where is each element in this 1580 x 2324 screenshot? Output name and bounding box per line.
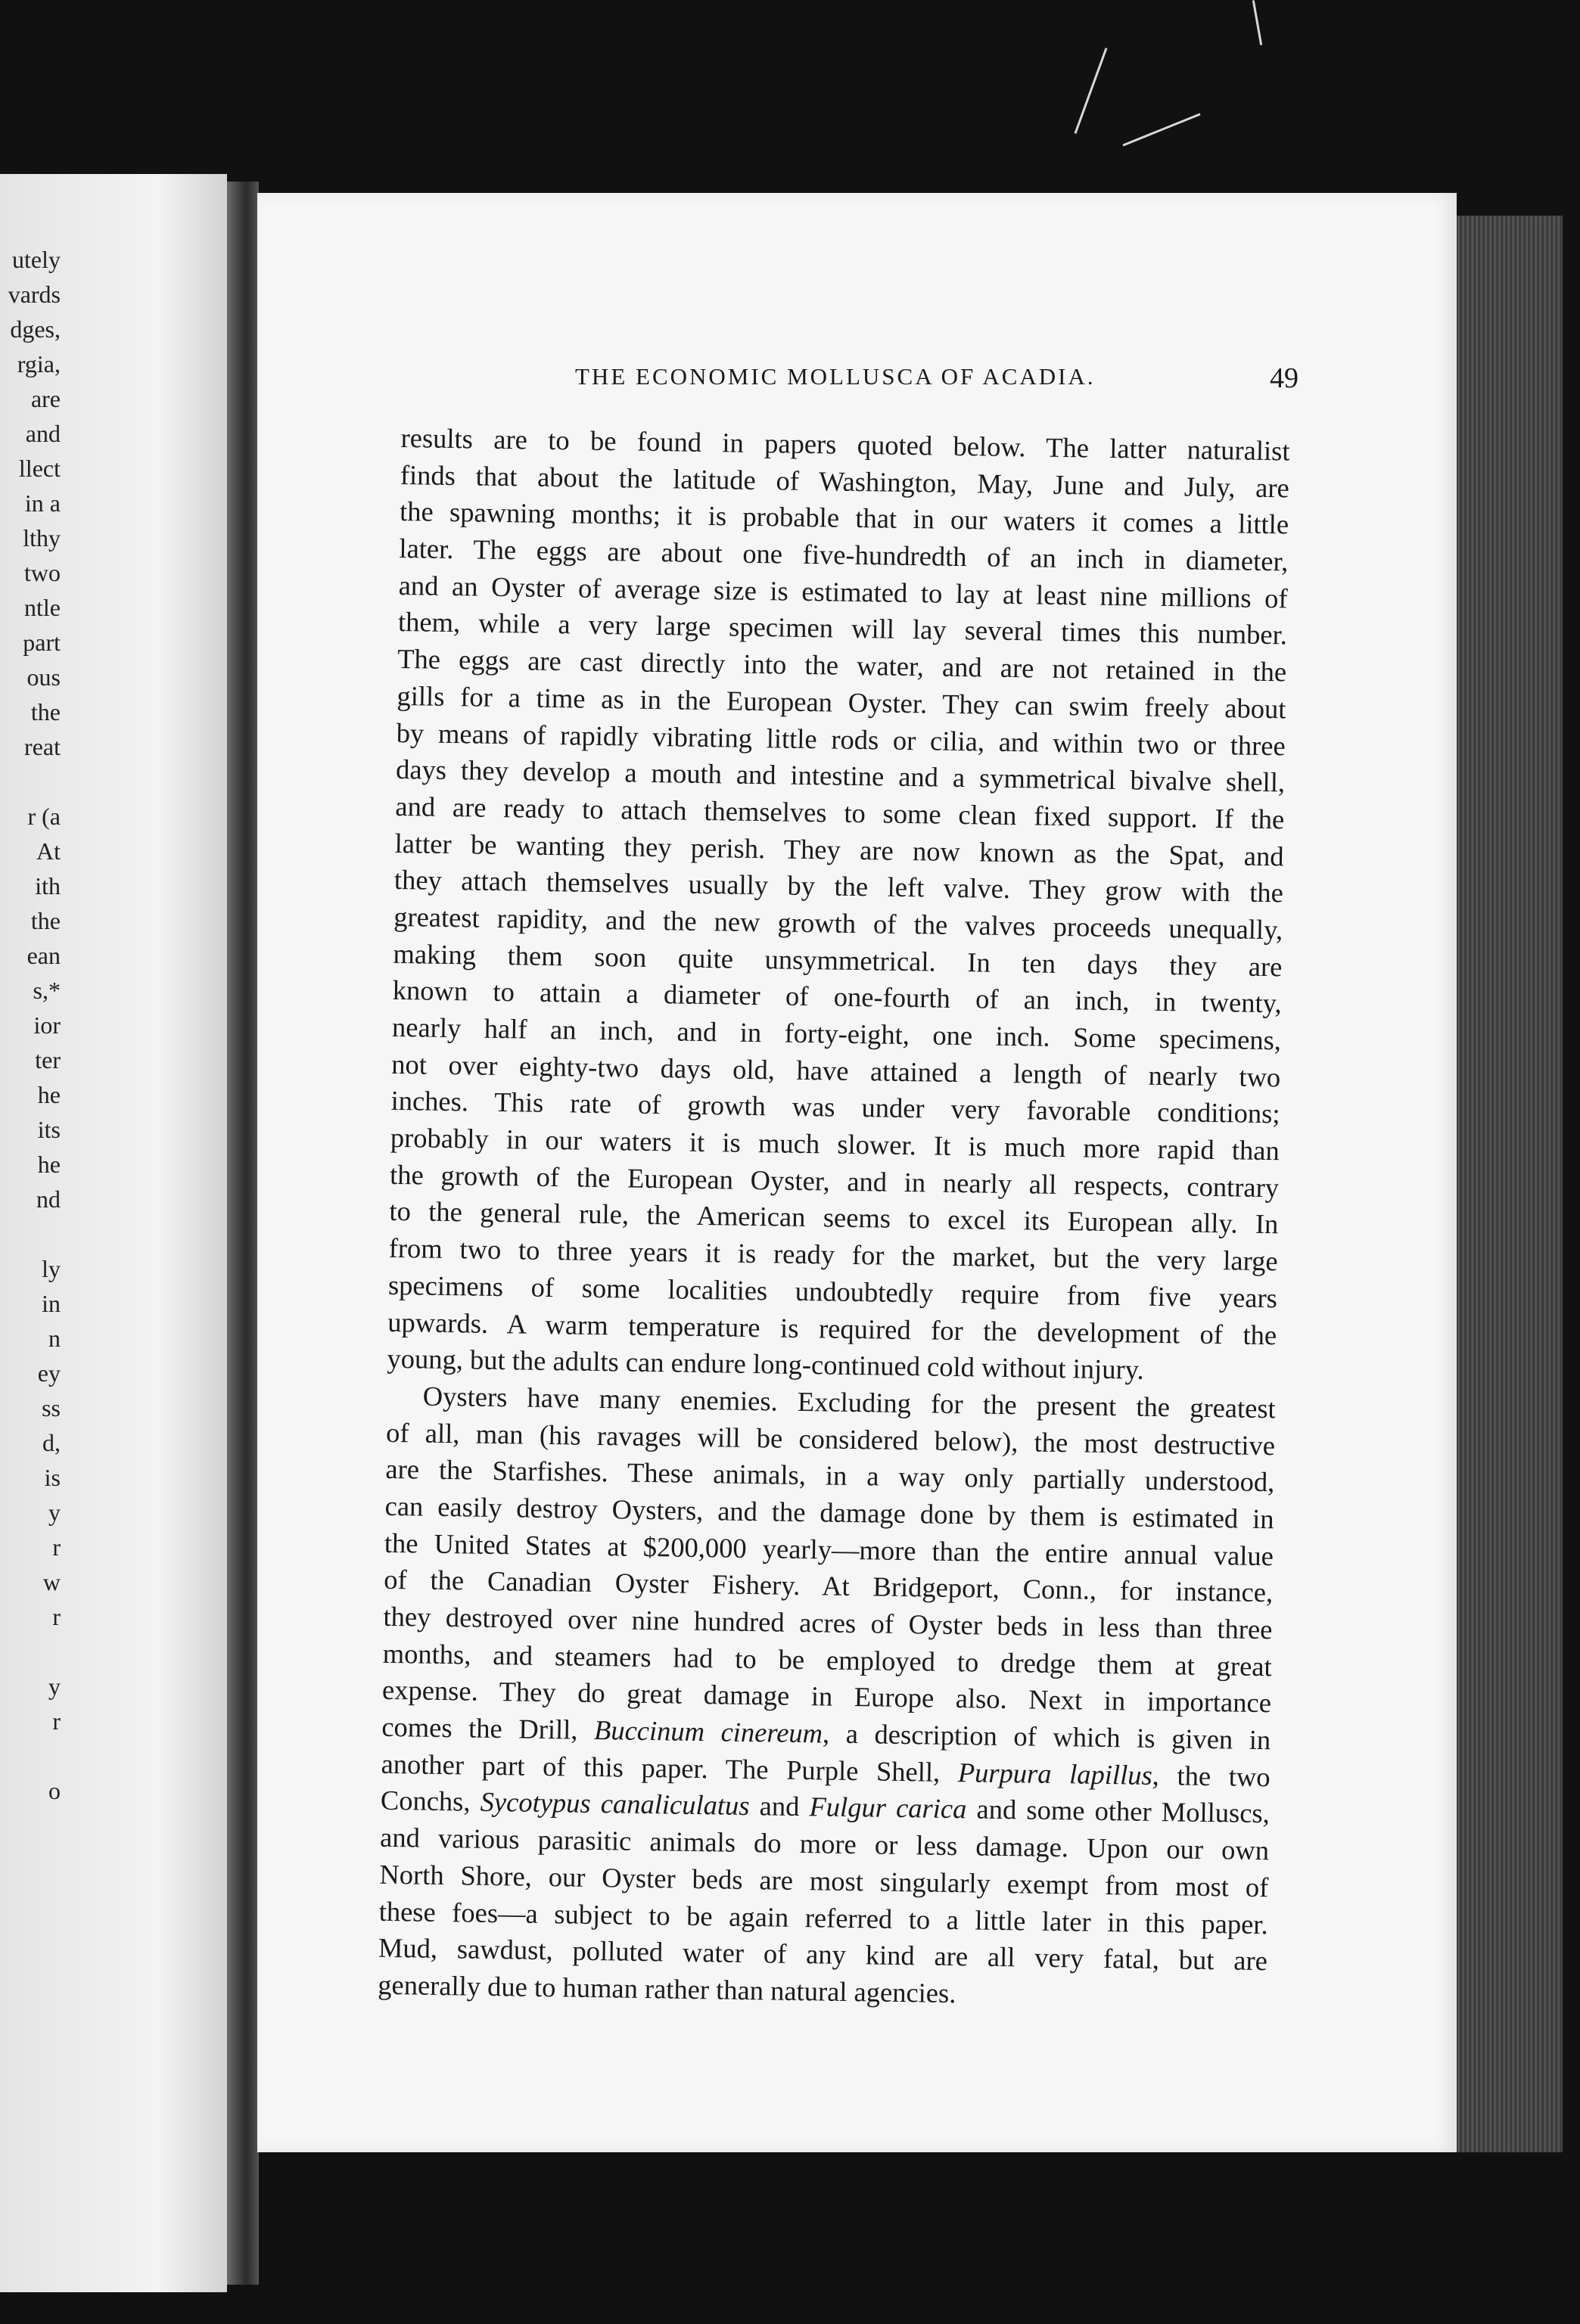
facing-page-fragment: ss xyxy=(42,1394,61,1421)
page-edges xyxy=(1457,216,1563,2152)
text-line: months, and steamers had to be employed to dredge them at great xyxy=(382,1637,1272,1682)
species-name: Fulgur carica xyxy=(809,1791,967,1825)
text-line: the United States at $200,000 yearly—more than the entire annual value xyxy=(384,1527,1274,1571)
facing-page-fragment: the xyxy=(30,907,61,934)
facing-page-fragment: llect xyxy=(18,455,61,482)
paragraph xyxy=(378,1378,1276,2017)
facing-page-fragment: vards xyxy=(8,281,61,308)
film-scratch xyxy=(1075,48,1108,134)
text-line: upwards. A warm temperature is required for the development of the xyxy=(387,1306,1277,1350)
facing-page-fragment: r xyxy=(52,1533,61,1561)
facing-page-fragment xyxy=(0,1216,61,1251)
paragraph xyxy=(387,420,1290,1390)
text-line: probably in our waters it is much slower. It is much more rapid than xyxy=(390,1121,1280,1167)
facing-page-fragment: in a xyxy=(24,489,61,517)
facing-page-fragment: y xyxy=(48,1673,61,1700)
facing-page-fragment: y xyxy=(48,1499,61,1526)
text-line: North Shore, our Oyster beds are most singularly exempt from most of xyxy=(379,1858,1269,1903)
facing-page-fragment: o xyxy=(48,1777,61,1804)
text-line: not over eighty-two days old, have attained a length of nearly two xyxy=(391,1048,1281,1093)
text-line: young, but the adults can endure long-continued cold without injury. xyxy=(387,1343,1144,1385)
film-scratch xyxy=(1252,0,1262,45)
text-line: greatest rapidity, and the new growth of the valves proceeds unequally, xyxy=(393,900,1283,946)
facing-page-fragment: is xyxy=(44,1464,61,1491)
text-line: inches. This rate of growth was under very favorable conditions; xyxy=(390,1085,1280,1129)
facing-page-fragment xyxy=(0,1634,61,1669)
text-line: nearly half an inch, and in forty-eight, one inch. Some specimens, xyxy=(391,1011,1282,1056)
text-line: expense. They do great damage in Europe also. Next in importance xyxy=(381,1674,1272,1719)
facing-page-fragment: he xyxy=(37,1081,61,1108)
facing-page-fragment: r xyxy=(52,1707,61,1735)
species-name: Buccinum cinereum xyxy=(593,1714,823,1749)
facing-page-fragment: part xyxy=(23,629,61,656)
species-name: Purpura lapillus xyxy=(957,1756,1153,1791)
facing-page-fragment: ly xyxy=(42,1255,61,1282)
text-line: finds that about the latitude of Washington, May, June and July, are xyxy=(400,458,1290,504)
species-name: Sycotypus canaliculatus xyxy=(480,1786,750,1822)
facing-page-fragment: he xyxy=(37,1151,61,1178)
text-line: they destroyed over nine hundred acres of Oyster beds in less than three xyxy=(383,1600,1273,1645)
facing-page-fragment: r (a xyxy=(27,803,61,830)
text-line: the spawning months; it is probable that in our waters it comes a little xyxy=(399,496,1289,540)
facing-page-fragment: utely xyxy=(12,246,61,273)
text-line: and are ready to attach themselves to some clean fixed support. If the xyxy=(395,790,1285,835)
facing-page-fragment: s,* xyxy=(33,977,61,1004)
text-line: results are to be found in papers quoted below. The latter naturalist xyxy=(400,421,1290,467)
facing-page-fragment: dges, xyxy=(10,315,61,343)
text-line: Conchs, Sycotypus canaliculatus and Fulgur carica and some other Molluscs, xyxy=(380,1785,1271,1829)
facing-page-fragment: and xyxy=(25,420,61,447)
facing-page-fragment: in xyxy=(42,1290,61,1317)
facing-page-fragment xyxy=(0,764,61,799)
text-line: of all, man (his ravages will be considered below), the most destructive xyxy=(385,1416,1276,1461)
text-line: them, while a very large specimen will lay several times this number. xyxy=(397,606,1288,651)
text-line: specimens of some localities undoubtedly require from five years xyxy=(387,1269,1278,1314)
text-line: to the general rule, the American seems to excel its European ally. In xyxy=(389,1195,1279,1240)
facing-page-fragment: are xyxy=(30,385,61,412)
text-line: another part of this paper. The Purple Shell, Purpura lapillus, the two xyxy=(381,1748,1271,1792)
facing-page-fragment: ter xyxy=(35,1046,61,1073)
text-line: Mud, sawdust, polluted water of any kind are all very fatal, but are xyxy=(378,1931,1268,1977)
book-gutter xyxy=(227,182,259,2285)
text-line: The eggs are cast directly into the water, and are not retained in the xyxy=(397,643,1287,688)
body-text xyxy=(378,420,1290,2017)
facing-page-fragment: ior xyxy=(33,1011,61,1039)
facing-page-fragment: ith xyxy=(35,872,61,899)
text-line: and various parasitic animals do more or less damage. Upon our own xyxy=(379,1821,1270,1866)
text-line: the growth of the European Oyster, and in nearly all respects, contrary xyxy=(389,1158,1280,1204)
facing-page-fragment: d, xyxy=(42,1429,61,1456)
text-line: of the Canadian Oyster Fishery. At Bridgeport, Conn., for instance, xyxy=(383,1564,1274,1608)
facing-page-fragment: At xyxy=(36,837,61,865)
facing-page-fragment: w xyxy=(42,1568,61,1595)
text-line: days they develop a mouth and intestine and a symmetrical bivalve shell, xyxy=(395,753,1286,798)
facing-page-fragment: reat xyxy=(24,733,61,760)
facing-page-fragment xyxy=(0,1738,61,1773)
running-head: THE ECONOMIC MOLLUSCA OF ACADIA. xyxy=(575,363,1096,390)
text-line: are the Starfishes. These animals, in a way only partially understood, xyxy=(385,1453,1275,1498)
text-line: later. The eggs are about one five-hundredth of an inch in diameter, xyxy=(399,533,1289,577)
facing-page-fragment: r xyxy=(52,1603,61,1630)
facing-page-fragment: rgia, xyxy=(17,350,61,377)
film-scratch xyxy=(1122,113,1200,147)
text-line: by means of rapidly vibrating little rods or cilia, and within two or three xyxy=(396,716,1286,761)
facing-page-fragment: ous xyxy=(26,663,61,691)
facing-page-fragment: nd xyxy=(36,1185,61,1213)
facing-page-fragment: ey xyxy=(37,1359,61,1387)
facing-page-fragment: n xyxy=(48,1325,61,1352)
facing-page-text-fragments xyxy=(0,242,61,1808)
facing-page-fragment: two xyxy=(24,559,61,586)
text-line: Oysters have many enemies. Excluding for the present the greatest xyxy=(422,1380,1277,1425)
text-line: from two to three years it is ready for the market, but the very large xyxy=(388,1232,1278,1277)
text-line: latter be wanting they perish. They are now known as the Spat, and xyxy=(394,827,1284,872)
facing-page-fragment: lthy xyxy=(23,524,61,551)
facing-page-fragment: ean xyxy=(26,942,61,969)
facing-page-fragment: ntle xyxy=(24,594,61,621)
text-line: can easily destroy Oysters, and the damage done by them is estimated in xyxy=(384,1490,1274,1535)
text-line: comes the Drill, Buccinum cinereum, a description of which is given in xyxy=(381,1710,1271,1756)
facing-page-fragment: its xyxy=(37,1116,61,1143)
facing-page-fragment: the xyxy=(30,698,61,725)
text-line: and an Oyster of average size is estimated to lay at least nine millions of xyxy=(398,569,1288,614)
text-line: these foes—a subject to be again referred to a little later in this paper. xyxy=(378,1895,1268,1940)
text-line: they attach themselves usually by the left valve. They grow with the xyxy=(393,864,1284,909)
text-line: known to attain a diameter of one-fourth of an inch, in twenty, xyxy=(392,974,1282,1019)
page-number: 49 xyxy=(1270,362,1299,394)
text-line: making them soon quite unsymmetrical. In ten days they are xyxy=(393,937,1283,982)
text-line: gills for a time as in the European Oyster. They can swim freely about xyxy=(397,679,1286,725)
text-line: generally due to human rather than natural agencies. xyxy=(378,1968,956,2009)
